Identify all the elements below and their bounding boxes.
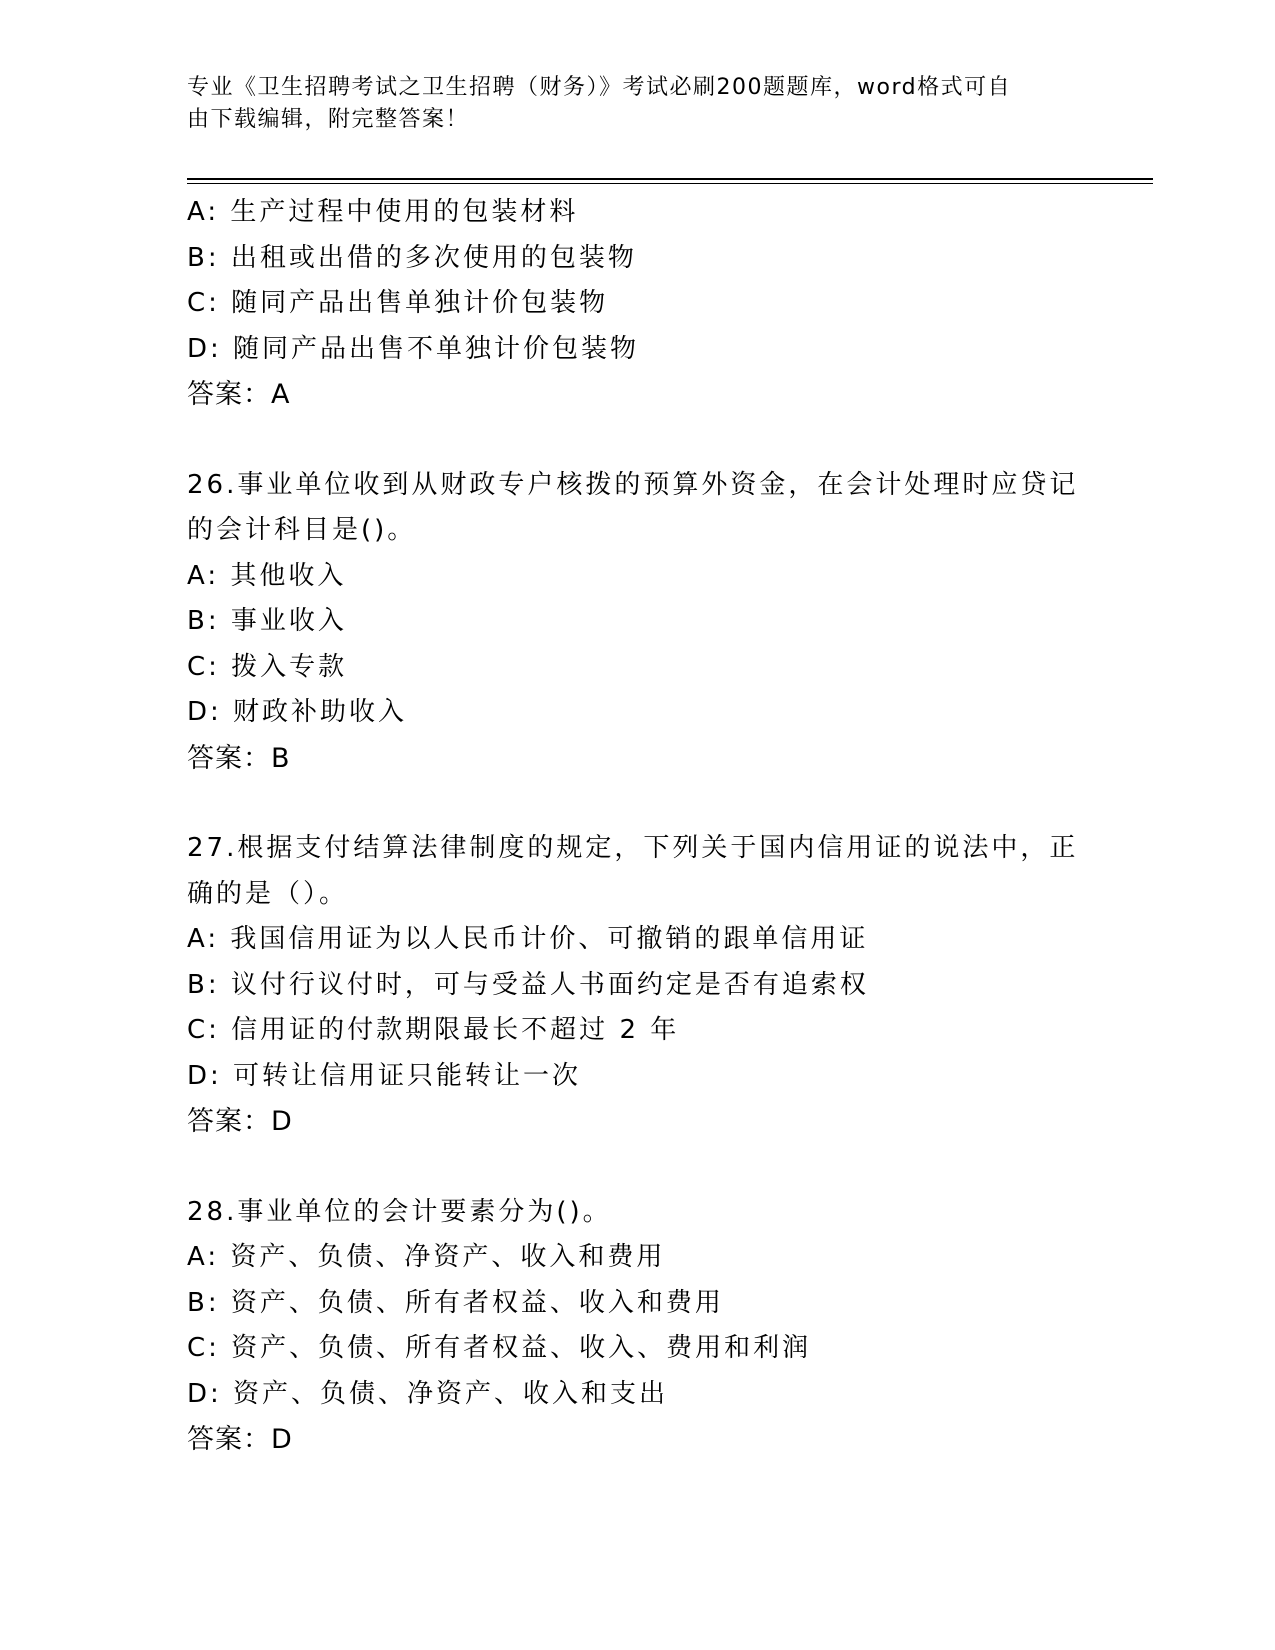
answer-label: 答案：A [187,379,291,410]
question-block-26 [187,463,1087,782]
option-d: D: 随同产品出售不单独计价包装物 [187,333,640,364]
option-c: C: 资产、负债、所有者权益、收入、费用和利润 [187,1333,812,1363]
header-rule-thin [187,183,1153,184]
option-c: C: 随同产品出售单独计价包装物 [187,288,609,318]
option-a: A: 生产过程中使用的包装材料 [187,197,579,227]
option-d: D: 财政补助收入 [187,697,408,727]
question-stem-line-1: 26.事业单位收到从财政专户核拨的预算外资金，在会计处理时应贷记 [187,469,1079,500]
question-stem-line-1: 27.根据支付结算法律制度的规定，下列关于国内信用证的说法中，正 [187,833,1079,863]
answer-label: 答案：B [187,742,291,774]
option-b: B: 资产、负债、所有者权益、收入和费用 [187,1287,724,1318]
question-stem-line-2: 的会计科目是()。 [187,515,417,545]
question-block-28 [187,1190,1087,1463]
option-a: A: 我国信用证为以人民币计价、可撤销的跟单信用证 [187,924,869,954]
header-line-2: 由下载编辑，附完整答案！ [187,107,470,132]
option-c: C: 拨入专款 [187,651,348,682]
option-d: D: 可转让信用证只能转让一次 [187,1060,582,1091]
header-line-1: 专业《卫生招聘考试之卫生招聘（财务）》考试必刷200题题库，word格式可自 [187,75,1012,100]
question-block-prev [187,190,1087,418]
option-b: B: 事业收入 [187,606,347,636]
option-b: B: 出租或出借的多次使用的包装物 [187,242,637,273]
question-block-27 [187,826,1087,1145]
header-rule-thick [187,178,1153,180]
option-b: B: 议付行议付时，可与受益人书面约定是否有追索权 [187,969,869,1000]
answer-label: 答案：D [187,1424,293,1455]
document-header [187,72,1067,136]
option-c: C: 信用证的付款期限最长不超过 2 年 [187,1015,680,1045]
question-list [187,190,1087,1463]
option-d: D: 资产、负债、净资产、收入和支出 [187,1378,669,1409]
option-a: A: 其他收入 [187,560,347,591]
option-a: A: 资产、负债、净资产、收入和费用 [187,1242,666,1272]
question-stem-line-1: 28.事业单位的会计要素分为()。 [187,1196,612,1227]
answer-label: 答案：D [187,1106,293,1137]
question-stem-line-2: 确的是（）。 [187,878,349,909]
